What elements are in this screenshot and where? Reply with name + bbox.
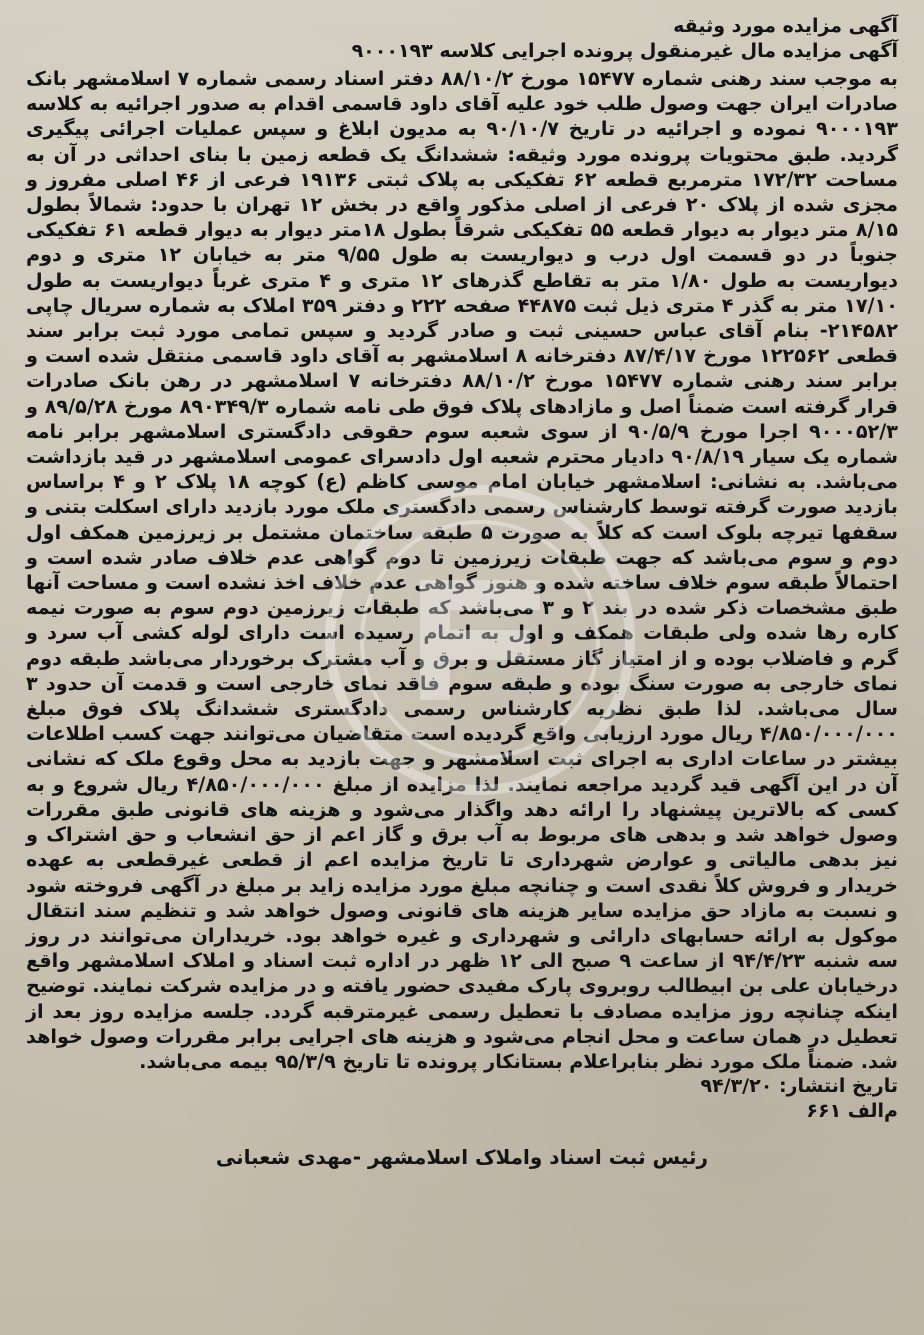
- notice-code: م‌الف ۶۶۱: [806, 1100, 898, 1123]
- notice-title-2: آگهی مزایده مال غیرمنقول پرونده اجرایی کلاسه ۹۰۰۰۱۹۳: [351, 40, 898, 62]
- notice-body: به موجب سند رهنی شماره ۱۵۴۷۷ مورخ ۸۸/۱۰/۲ دفتر اسناد رسمی شماره ۷ اسلامشهر بانک صادرات ایران جهت وصول طلب خود علیه آقای داود قاسمی اقدام به صدور اجرائیه به کلاسه ۹۰۰۰۱۹۳ نموده و اجرائیه در تاریخ ۹۰/۱۰/۷ به مدیون ابلاغ و سپس عملیات اجرائی پیگیری گردید. طبق محتویات پرونده مورد وثیقه: ششدانگ یک قطعه زمین با بنای احداثی در آن به مساحت ۱۷۲/۳۲ مترمربع قطعه ۶۲ تفکیکی به پلاک ثبتی ۱۹۱۳۶ فرعی از ۴۶ اصلی مفروز و مجزی شده از پلاک ۲۰ فرعی از اصلی مذکور واقع در بخش ۱۲ تهران با حدود: شمالاً بطول ۸/۱۵ متر دیوار به دیوار قطعه ۵۵ تفکیکی شرقاً بطول ۱۸متر دیوار به دیوار قطعه ۶۱ تفکیکی جنوباً در دو قسمت اول درب و دیواریست به طول ۹/۵۵ متر به خیابان ۱۲ متری و دوم دیواریست به طول ۱/۸۰ متر به تقاطع گذرهای ۱۲ متری و ۴ متری غرباً دیواریست به طول ۱۷/۱۰ متر به گذر ۴ متری ذیل ثبت ۴۴۸۷۵ صفحه ۲۲۲ و دفتر ۳۵۹ املاک به شماره سریال چاپی ۲۱۴۵۸۲- بنام آقای عباس حسینی ثبت و صادر گردید و سپس تمامی مورد ثبت برابر سند قطعی ۱۲۲۵۶۲ مورخ ۸۷/۴/۱۷ دفترخانه ۸ اسلامشهر به آقای داود قاسمی منتقل شده است و برابر سند رهنی شماره ۱۵۴۷۷ مورخ ۸۸/۱۰/۲ دفترخانه ۷ اسلامشهر در رهن بانک صادرات قرار گرفته است ضمناً اصل و مازادهای پلاک فوق طی نامه شماره ۸۹۰۳۴۹/۳ مورخ ۸۹/۵/۲۸ و ۹۰۰۰۵۲/۳ اجرا مورخ ۹۰/۵/۹ از سوی شعبه سوم حقوقی دادگستری اسلامشهر برابر نامه شماره یک سیار ۹۰/۸/۱۹ دادیار محترم شعبه اول دادسرای عمومی اسلامشهر در قید بازداشت می‌باشد. به نشانی: اسلامشهر خیابان امام موسی کاظم (ع) کوچه ۱۸ پلاک ۲ و ۴ براساس بازدید صورت گرفته توسط کارشناس رسمی دادگستری ملک مورد بازدید دارای اسکلت بتنی و سقفها تیرچه بلوک است که کلاً به صورت ۵ طبقه ساختمان مشتمل بر زیرزمین همکف اول دوم و سوم می‌باشد که جهت طبقات زیرزمین تا دوم گواهی عدم خلاف صادر شده است و احتمالاً طبقه سوم خلاف ساخته شده و هنوز گواهی عدم خلاف اخذ نشده است و مساحت آنها طبق مشخصات ذکر شده در بند ۲ و ۳ می‌باشد که طبقات زیرزمین دوم سوم به صورت نیمه کاره رها شده ولی طبقات همکف و اول به اتمام رسیده است دارای لوله کشی آب سرد و گرم و فاضلاب بوده و از امتیاز گاز مستقل و برق و آب مشترک برخوردار می‌باشد طبقه دوم نمای خارجی به صورت سنگ بوده و طبقه سوم فاقد نمای خارجی است و قدمت آن حدود ۳ سال می‌باشد. لذا طبق نظریه کارشناس رسمی دادگستری ششدانگ پلاک فوق مبلغ ۴/۸۵۰/۰۰۰/۰۰۰ ریال مورد ارزیابی واقع گردیده است متقاضیان می‌توانند جهت کسب اطلاعات بیشتر در ساعات اداری به اجرای ثبت اسلامشهر و جهت بازدید به محل وقوع ملک که نشانی آن در این آگهی قید گردید مراجعه نمایند. لذا مزایده از مبلغ ۴/۸۵۰/۰۰۰/۰۰۰ ریال شروع و به کسی که بالاترین پیشنهاد را ارائه دهد واگذار می‌شود و هزینه های قانونی طبق مقررات وصول خواهد شد و بدهی های مربوط به آب برق و گاز اعم از حق انشعاب و حق اشتراک و نیز بدهی مالیاتی و عوارض شهرداری تا تاریخ مزایده اعم از قطعی غیرقطعی به عهده خریدار و فروش کلاً نقدی است و چنانچه مبلغ مورد مزایده زاید بر مبلغ در آگهی فروخته شود و نسبت به مازاد حق مزایده سایر هزینه های قانونی وصول خواهد شد و تنظیم سند انتقال موکول به ارائه حسابهای دارائی و شهرداری و غیره خواهد بود. خریداران می‌توانند در روز سه شنبه ۹۴/۴/۲۳ از ساعت ۹ صبح الی ۱۲ ظهر در اداره ثبت اسناد و املاک اسلامشهر واقع درخیابان علی بن ابیطالب روبروی پارک مفیدی حضور یافته و در مزایده شرکت نمایند. توضیح اینکه چنانچه روز مزایده مصادف با تعطیل رسمی غیرمترقبه گردد. جلسه مزایده روز بعد از تعطیل در همان ساعت و محل انجام می‌شود و هزینه های اجرایی برابر مقررات وصول خواهد شد. ضمناً ملک مورد نظر بنابراعلام بستانکار پرونده تا تاریخ ۹۵/۳/۹ بیمه می‌باشد.: [26, 67, 899, 1073]
- signature-line: رئیس ثبت اسناد واملاک اسلامشهر -مهدی شعبانی: [215, 1145, 708, 1170]
- notice-title-1: آگهی مزایده مورد وثیقه: [673, 15, 898, 37]
- publish-date: تاریخ انتشار: ۹۴/۳/۲۰: [700, 1075, 898, 1098]
